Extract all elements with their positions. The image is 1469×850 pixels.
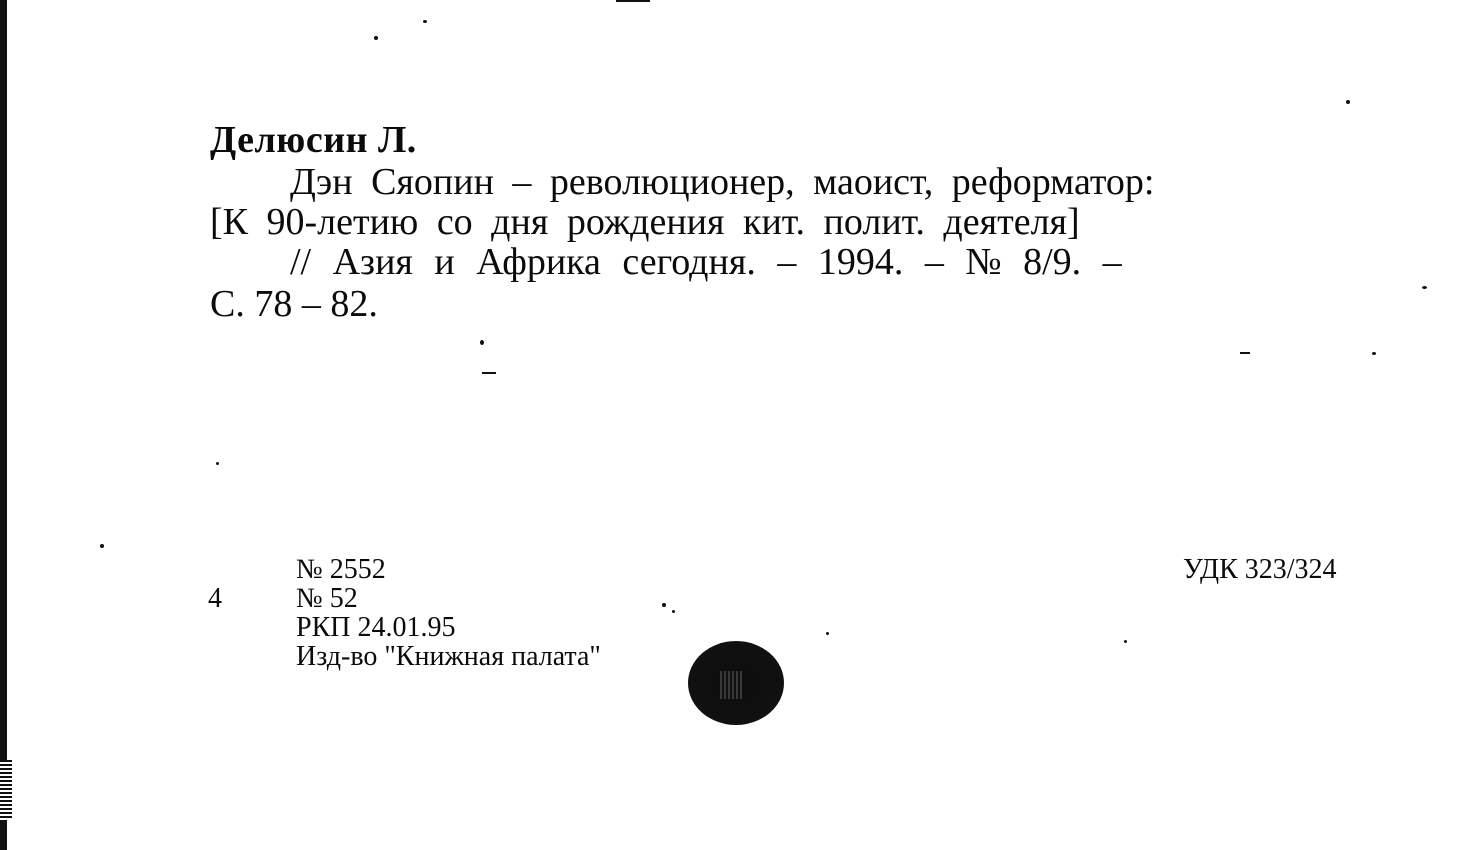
title-line-1: Дэн Сяопин – революционер, маоист, реформатор: [290, 161, 1155, 203]
scan-speck [1372, 352, 1376, 355]
card-number: № 2552 [296, 554, 386, 585]
scan-dash [482, 372, 496, 374]
scan-speck [216, 462, 219, 465]
title-line-2: [К 90-летию со дня рождения кит. полит. деятеля] [210, 201, 1080, 243]
page-marker: 4 [208, 583, 222, 614]
author-name: Делюсин Л. [210, 119, 417, 161]
scan-speck [423, 20, 427, 23]
scan-speck [100, 544, 104, 548]
scan-dash [1240, 352, 1250, 354]
scan-speck [662, 603, 666, 607]
udk-code: УДК 323/324 [1183, 554, 1337, 585]
scan-speck [1346, 100, 1350, 104]
scan-speck [826, 632, 829, 635]
scan-dash [616, 0, 650, 2]
scan-speck [480, 340, 484, 345]
scan-speck [672, 610, 675, 613]
card-left-edge [0, 0, 7, 850]
title-line-3: // Азия и Африка сегодня. – 1994. – № 8/9. – [290, 241, 1122, 283]
title-line-4: С. 78 – 82. [210, 283, 378, 325]
publisher: Изд-во "Книжная палата" [296, 641, 601, 672]
scan-speck [374, 36, 378, 40]
scan-speck [1124, 640, 1127, 643]
scan-speck [1422, 286, 1427, 289]
card-left-edge-tail [0, 760, 12, 820]
ink-blot [688, 641, 784, 725]
issue-number: № 52 [296, 583, 358, 614]
rkp-date: РКП 24.01.95 [296, 612, 456, 643]
